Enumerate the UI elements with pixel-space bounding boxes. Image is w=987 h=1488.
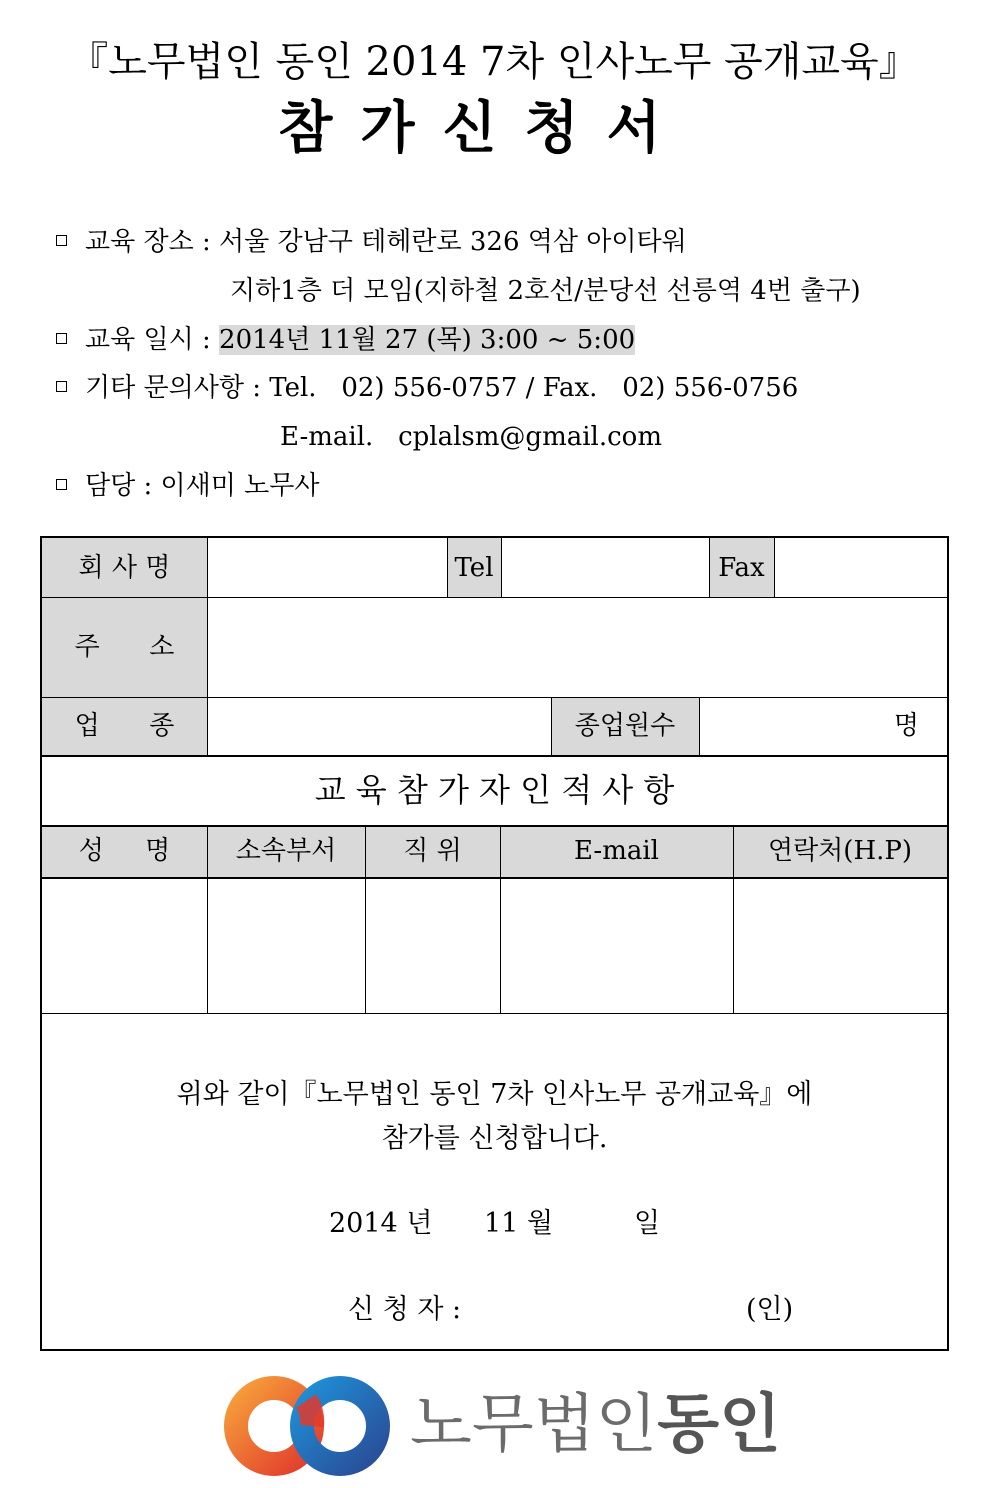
date-year bbox=[329, 1204, 432, 1244]
column-position: 직 위 bbox=[365, 825, 500, 877]
info-manager bbox=[56, 470, 320, 502]
fax-field[interactable] bbox=[774, 538, 947, 597]
page-title: 『노무법인 동인 2014 7차 인사노무 공개교육』 bbox=[68, 39, 919, 85]
row-divider bbox=[42, 597, 947, 598]
employees-unit: 명 bbox=[893, 711, 919, 741]
applicant-label: 신 청 자 : bbox=[348, 1294, 462, 1325]
employees-field[interactable] bbox=[699, 697, 947, 755]
row-divider bbox=[42, 825, 947, 827]
date-value: 2014년 11월 27 (목) 3:00 ~ 5:00 bbox=[219, 325, 636, 355]
column-email: E-mail bbox=[500, 825, 733, 877]
fax-label: Fax bbox=[709, 538, 774, 597]
declaration-line1: 위와 같이『노무법인 동인 7차 인사노무 공개교육』에 bbox=[176, 1079, 813, 1110]
industry-field[interactable] bbox=[207, 697, 551, 755]
tel-field[interactable] bbox=[501, 538, 709, 597]
square-bullet-icon bbox=[56, 333, 67, 344]
month-unit: 월 bbox=[526, 1208, 554, 1239]
place-value-line2: 지하1층 더 모임(지하철 2호선/분당선 선릉역 4번 출구) bbox=[230, 276, 861, 306]
square-bullet-icon bbox=[56, 479, 67, 490]
logo-text-light: 노무법인 bbox=[410, 1388, 658, 1462]
company-logo bbox=[222, 1373, 781, 1478]
column-divider bbox=[709, 538, 710, 597]
participant-name-field[interactable] bbox=[42, 877, 207, 1013]
logo-text-bold: 동인 bbox=[657, 1388, 781, 1462]
column-divider bbox=[365, 825, 366, 1013]
column-divider bbox=[774, 538, 775, 597]
date-label: 교육 일시 : bbox=[85, 325, 211, 355]
column-divider bbox=[207, 825, 208, 1013]
row-divider bbox=[42, 697, 947, 698]
declaration-line2: 참가를 신청합니다. bbox=[381, 1123, 608, 1154]
participant-position-field[interactable] bbox=[365, 877, 500, 1013]
column-phone: 연락처(H.P) bbox=[733, 825, 947, 877]
industry-label: 업 종 bbox=[42, 697, 207, 755]
application-form bbox=[40, 536, 949, 1351]
logo-mark-icon bbox=[222, 1376, 402, 1476]
applicant-signature-field[interactable] bbox=[492, 1290, 732, 1326]
info-date bbox=[56, 324, 635, 356]
contact-phone: Tel. 02) 556-0757 / Fax. 02) 556-0756 bbox=[269, 373, 799, 403]
column-divider bbox=[500, 825, 501, 1013]
manager-value: 이새미 노무사 bbox=[160, 471, 320, 501]
company-field[interactable] bbox=[207, 538, 447, 597]
seal-mark: (인) bbox=[746, 1294, 794, 1325]
participant-phone-field[interactable] bbox=[733, 877, 947, 1013]
date-day-unit: 일 bbox=[634, 1208, 661, 1239]
year-value: 2014 bbox=[329, 1208, 398, 1239]
contact-email: E-mail. cplalsm@gmail.com bbox=[280, 422, 662, 452]
year-unit: 년 bbox=[406, 1208, 433, 1239]
company-label: 회 사 명 bbox=[42, 538, 207, 597]
square-bullet-icon bbox=[56, 381, 67, 392]
column-divider bbox=[551, 697, 552, 755]
column-divider bbox=[447, 538, 448, 597]
column-divider bbox=[733, 825, 734, 1013]
address-label: 주 소 bbox=[42, 597, 207, 697]
address-field[interactable] bbox=[207, 597, 947, 697]
column-divider bbox=[699, 697, 700, 755]
tel-label: Tel bbox=[447, 538, 501, 597]
month-value: 11 bbox=[484, 1208, 519, 1239]
column-name: 성 명 bbox=[42, 825, 207, 877]
info-contact bbox=[56, 372, 798, 404]
square-bullet-icon bbox=[56, 235, 67, 246]
employees-label: 종업원수 bbox=[551, 697, 699, 755]
contact-label: 기타 문의사항 : bbox=[85, 373, 261, 403]
participant-department-field[interactable] bbox=[207, 877, 365, 1013]
place-value: 서울 강남구 테헤란로 326 역삼 아이타워 bbox=[219, 227, 687, 257]
participant-email-field[interactable] bbox=[500, 877, 733, 1013]
row-divider bbox=[42, 877, 947, 879]
page-subtitle: 참가신청서 bbox=[278, 95, 689, 161]
participants-section-title: 교 육 참 가 자 인 적 사 항 bbox=[314, 771, 675, 809]
date-month bbox=[484, 1204, 553, 1244]
row-divider bbox=[42, 755, 947, 757]
column-divider bbox=[501, 538, 502, 597]
manager-label: 담당 : bbox=[85, 471, 153, 501]
row-divider bbox=[42, 1013, 947, 1014]
column-divider bbox=[207, 538, 208, 755]
info-place bbox=[56, 226, 687, 258]
column-department: 소속부서 bbox=[207, 825, 365, 877]
place-label: 교육 장소 : bbox=[85, 227, 211, 257]
logo-text bbox=[410, 1387, 781, 1463]
